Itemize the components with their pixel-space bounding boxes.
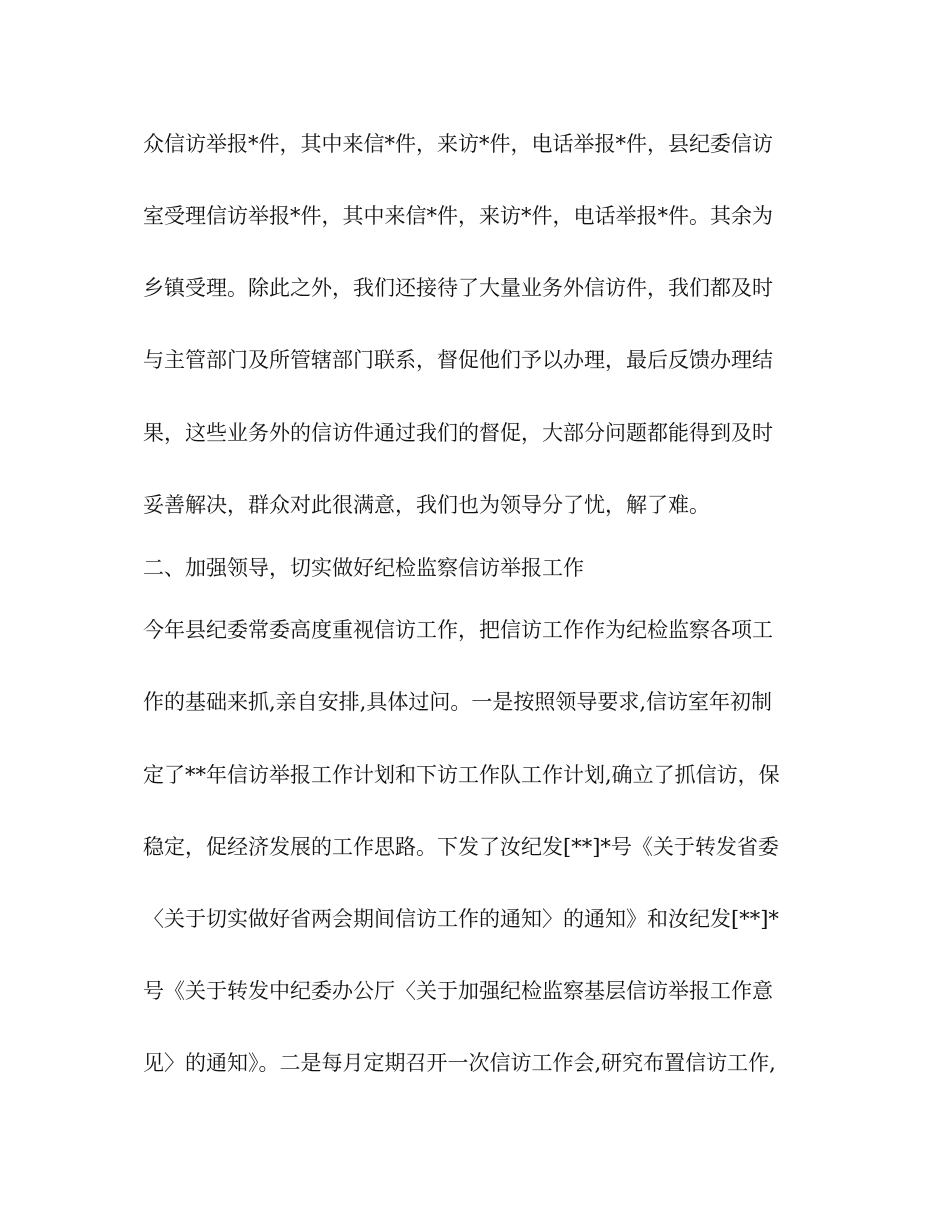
paragraph-line: 作的基础来抓,亲自安排,具体过问。一是按照领导要求,信访室年初制 [143,690,773,714]
paragraph-line: 乡镇受理。除此之外，我们还接待了大量业务外信访件，我们都及时 [143,276,773,300]
paragraph-line: 室受理信访举报*件，其中来信*件，来访*件，电话举报*件。其余为 [143,204,773,228]
paragraph-line: 见〉的通知》。二是每月定期召开一次信访工作会,研究布置信访工作, [143,1051,776,1075]
paragraph-line: 果，这些业务外的信访件通过我们的督促，大部分问题都能得到及时 [143,421,773,445]
paragraph-line: 与主管部门及所管辖部门联系，督促他们予以办理，最后反馈办理结 [143,348,773,372]
paragraph-line: 众信访举报*件，其中来信*件，来访*件，电话举报*件，县纪委信访 [143,132,773,156]
section-heading: 二、加强领导，切实做好纪检监察信访举报工作 [143,556,584,580]
paragraph-line: 妥善解决，群众对此很满意，我们也为领导分了忧，解了难。 [143,493,710,517]
paragraph-line: 定了**年信访举报工作计划和下访工作队工作计划,确立了抓信访，保 [143,763,780,787]
paragraph-line: 今年县纪委常委高度重视信访工作，把信访工作作为纪检监察各项工 [143,618,773,642]
paragraph-line: 稳定，促经济发展的工作思路。下发了汝纪发[**]*号《关于转发省委 [143,835,779,859]
paragraph-line: 号《关于转发中纪委办公厅〈关于加强纪检监察基层信访举报工作意 [143,979,773,1003]
paragraph-line: 〈关于切实做好省两会期间信访工作的通知〉的通知》和汝纪发[**]* [143,907,779,931]
